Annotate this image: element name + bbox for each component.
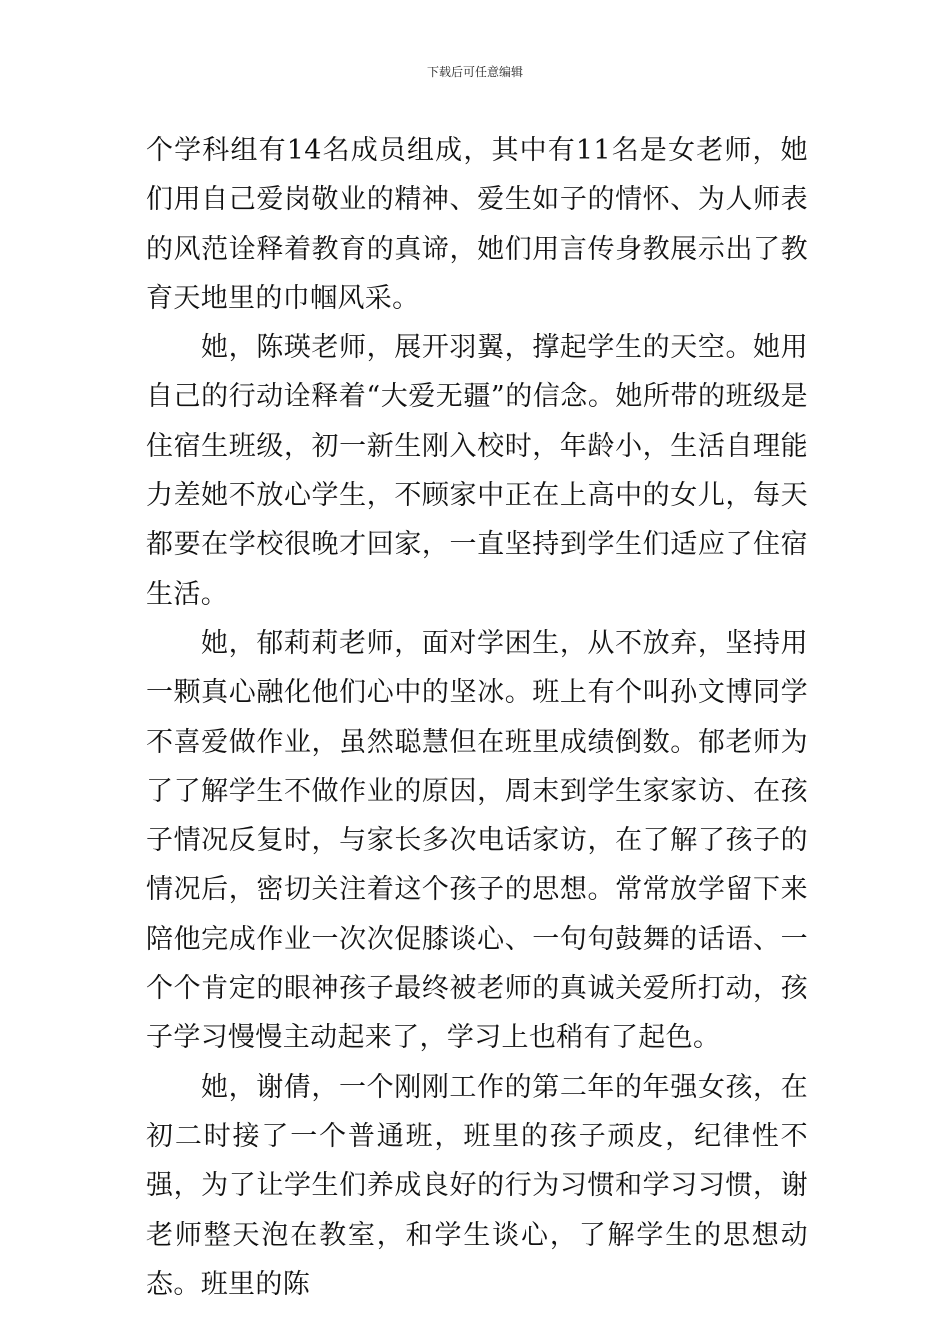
paragraph-3: 她，郁莉莉老师，面对学困生，从不放弃，坚持用一颗真心融化他们心中的坚冰。班上有个叫孙文博同学不喜爱做作业，虽然聪慧但在班里成绩倒数。郁老师为了了解学生不做作业的原因，周末到学生家家访、在孩子情况反复时，与家长多次电话家访，在了解了孩子的情况后，密切关注着这个孩子的思想。常常放学留下来陪他完成作业一次次促膝谈心、一句句鼓舞的话语、一个个肯定的眼神孩子最终被老师的真诚关爱所打动，孩子学习慢慢主动起来了，学习上也稍有了起色。: [146, 627, 808, 1054]
paragraph-1: 个学科组有14名成员组成，其中有11名是女老师，她们用自己爱岗敬业的精神、爱生如子的情怀、为人师表的风范诠释着教育的真谛，她们用言传身教展示出了教育天地里的巾帼风采。: [146, 135, 808, 314]
paragraph-2: 她，陈瑛老师，展开羽翼，撑起学生的天空。她用自己的行动诠释着“大爱无疆”的信念。她所带的班级是住宿生班级，初一新生刚入校时，年龄小，生活自理能力差她不放心学生，不顾家中正在上高中的女儿，每天都要在学校很晚才回家，一直坚持到学生们适应了住宿生活。: [146, 332, 808, 610]
paragraph-4: 她，谢倩，一个刚刚工作的第二年的年强女孩，在初二时接了一个普通班，班里的孩子顽皮，纪律性不强，为了让学生们养成良好的行为习惯和学习习惯，谢老师整天泡在教室，和学生谈心，了解学生的思想动态。班里的陈: [146, 1071, 808, 1300]
page-header: 下载后可任意编辑: [426, 65, 523, 79]
document-body: [146, 126, 808, 1309]
